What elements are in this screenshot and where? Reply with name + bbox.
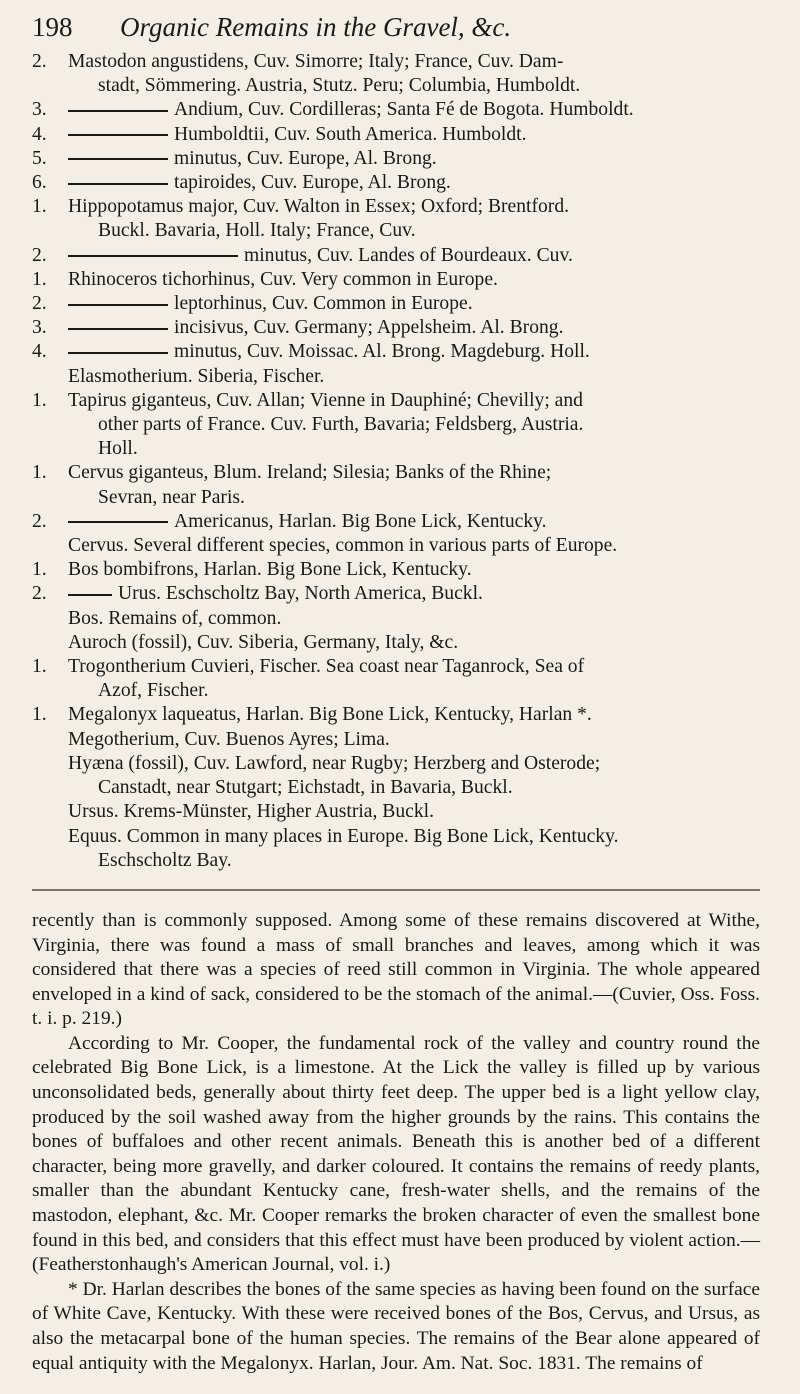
entry-line: Ursus. Krems-Münster, Higher Austria, Buckl. xyxy=(68,801,435,823)
entry-number: 5. xyxy=(32,147,47,169)
list-item xyxy=(32,728,760,752)
list-item xyxy=(32,631,760,655)
entry-continuation: stadt, Sömmering. Austria, Stutz. Peru; Columbia, Humboldt. xyxy=(98,75,581,97)
entry-number: 1. xyxy=(32,196,47,218)
list-item xyxy=(32,244,760,268)
entry-number: 2. xyxy=(32,293,47,315)
list-item xyxy=(32,147,760,171)
ditto-dash xyxy=(68,328,168,330)
list-item xyxy=(32,98,760,122)
entry-line: Bos bombifrons, Harlan. Big Bone Lick, Kentucky. xyxy=(68,559,472,581)
entry-continuation: Holl. xyxy=(98,438,138,460)
entry-line: Hippopotamus major, Cuv. Walton in Essex; Oxford; Brentford. xyxy=(68,196,570,218)
entry-number: 1. xyxy=(32,462,47,484)
list-item xyxy=(32,268,760,292)
list-item xyxy=(32,703,760,727)
entry-line: minutus, Cuv. Landes of Bourdeaux. Cuv. xyxy=(244,244,573,266)
entry-line: Urus. Eschscholtz Bay, North America, Buckl. xyxy=(118,583,483,605)
entry-continuation: Buckl. Bavaria, Holl. Italy; France, Cuv. xyxy=(98,220,416,242)
entry-line: Mastodon angustidens, Cuv. Simorre; Italy; France, Cuv. Dam- xyxy=(68,51,564,72)
entry-line: leptorhinus, Cuv. Common in Europe. xyxy=(174,293,473,315)
entry-number: 2. xyxy=(32,510,47,532)
entry-number: 4. xyxy=(32,341,47,363)
entry-continuation: Azof, Fischer. xyxy=(98,680,209,702)
entry-number: 1. xyxy=(32,268,47,290)
page-header xyxy=(32,12,760,46)
entry-line: Bos. Remains of, common. xyxy=(68,607,282,629)
entry-line: Cervus. Several different species, common in various parts of Europe. xyxy=(68,535,618,557)
paragraph: * Dr. Harlan describes the bones of the same species as having been found on the surface of White Cave, Kentucky. With these were received bones of the Bos, Cervus, and Ursus, as also the metacarpal bone of the human species. The remains of the Bear alone appeared of equal antiquity with the Megalonyx. Harlan, Jour. Am. Nat. Soc. 1831. The remains of xyxy=(32,1278,760,1374)
list-item xyxy=(32,607,760,631)
entry-line: Hyæna (fossil), Cuv. Lawford, near Rugby; Herzberg and Osterode; xyxy=(68,752,601,774)
list-item xyxy=(32,292,760,316)
entry-line: Auroch (fossil), Cuv. Siberia, Germany, Italy, &c. xyxy=(68,631,459,653)
entry-continuation: Sevran, near Paris. xyxy=(98,486,245,508)
ditto-dash xyxy=(68,304,168,306)
paragraph: According to Mr. Cooper, the fundamental rock of the valley and country round the celebrated Big Bone Lick, is a limestone. At the Lick the valley is filled up by various unconsolidated beds, generally about thirty feet deep. The upper bed is a light yellow clay, produced by the soil washed away from the higher grounds by the rains. This contains the bones of buffaloes and other recent animals. Beneath this is another bed of a different character, being more gravelly, and darker coloured. It contains the remains of reedy plants, smaller than the abundant Kentucky cane, fresh-water shells, and the remains of the mastodon, elephant, &c. Mr. Cooper remarks the broken character of even the smallest bone found in this bed, and considers that this effect must have been produced by violent action.—(Featherstonhaugh's American Journal, vol. i.) xyxy=(32,1032,760,1276)
entry-line: tapiroides, Cuv. Europe, Al. Brong. xyxy=(174,172,451,194)
list-item xyxy=(32,461,760,509)
entry-number: 4. xyxy=(32,123,47,145)
entry-line: Elasmotherium. Siberia, Fischer. xyxy=(68,365,325,387)
entry-number: 6. xyxy=(32,172,47,194)
entry-line: Cervus giganteus, Blum. Ireland; Silesia; Banks of the Rhine; xyxy=(68,462,552,484)
ditto-dash xyxy=(68,521,168,523)
ditto-dash xyxy=(68,134,168,136)
paragraph: recently than is commonly supposed. Among some of these remains discovered at Withe, Virginia, there was found a mass of small branches and leaves, among which it was considered that there was a species of reed still common in Virginia. The whole appeared enveloped in a kind of sack, considered to be the stomach of the animal.—(Cuvier, Oss. Foss. t. i. p. 219.) xyxy=(32,909,760,1030)
body-text xyxy=(32,909,760,1376)
entry-line: Andium, Cuv. Cordilleras; Santa Fé de Bogota. Humboldt. xyxy=(174,99,634,121)
entry-line: Humboldtii, Cuv. South America. Humboldt. xyxy=(174,123,527,145)
list-item xyxy=(32,582,760,606)
entry-line: Megalonyx laqueatus, Harlan. Big Bone Lick, Kentucky, Harlan *. xyxy=(68,704,592,726)
list-item xyxy=(32,195,760,243)
entry-line: Megotherium, Cuv. Buenos Ayres; Lima. xyxy=(68,728,390,750)
species-list xyxy=(32,50,760,873)
entry-line: Trogontherium Cuvieri, Fischer. Sea coast near Taganrock, Sea of xyxy=(68,656,585,678)
list-item xyxy=(32,752,760,800)
entry-continuation: Canstadt, near Stutgart; Eichstadt, in Bavaria, Buckl. xyxy=(98,777,513,799)
entry-number: 3. xyxy=(32,99,47,121)
running-title: Organic Remains in the Gravel, &c. xyxy=(120,12,512,42)
entry-number: 1. xyxy=(32,559,47,581)
list-item xyxy=(32,365,760,389)
entry-number: 1. xyxy=(32,656,47,678)
entry-line: Tapirus giganteus, Cuv. Allan; Vienne in Dauphiné; Chevilly; and xyxy=(68,389,583,411)
entry-number: 3. xyxy=(32,317,47,339)
entry-number: 2. xyxy=(32,583,47,605)
ditto-dash xyxy=(68,352,168,354)
list-item xyxy=(32,316,760,340)
entry-number: 1. xyxy=(32,704,47,726)
entry-line: Rhinoceros tichorhinus, Cuv. Very common in Europe. xyxy=(68,268,498,290)
ditto-dash xyxy=(68,110,168,112)
entry-line: minutus, Cuv. Moissac. Al. Brong. Magdeburg. Holl. xyxy=(174,341,590,363)
list-item xyxy=(32,825,760,873)
list-item xyxy=(32,171,760,195)
section-divider xyxy=(32,889,760,891)
list-item xyxy=(32,534,760,558)
ditto-dash xyxy=(68,183,168,185)
page-number: 198 xyxy=(32,12,73,42)
entry-continuation: other parts of France. Cuv. Furth, Bavaria; Feldsberg, Austria. xyxy=(98,414,584,436)
list-item xyxy=(32,800,760,824)
list-item xyxy=(32,50,760,98)
list-item xyxy=(32,558,760,582)
ditto-dash xyxy=(68,594,112,596)
list-item xyxy=(32,340,760,364)
ditto-dash xyxy=(68,255,238,257)
ditto-dash xyxy=(68,158,168,160)
entry-number: 2. xyxy=(32,51,47,72)
entry-number: 2. xyxy=(32,244,47,266)
entry-line: incisivus, Cuv. Germany; Appelsheim. Al. Brong. xyxy=(174,317,564,339)
list-item xyxy=(32,655,760,703)
entry-line: Americanus, Harlan. Big Bone Lick, Kentucky. xyxy=(174,510,547,532)
list-item xyxy=(32,123,760,147)
list-item xyxy=(32,510,760,534)
entry-continuation: Eschscholtz Bay. xyxy=(98,849,232,871)
entry-number: 1. xyxy=(32,389,47,411)
entry-line: Equus. Common in many places in Europe. Big Bone Lick, Kentucky. xyxy=(68,825,619,847)
entry-line: minutus, Cuv. Europe, Al. Brong. xyxy=(174,147,437,169)
list-item xyxy=(32,389,760,462)
